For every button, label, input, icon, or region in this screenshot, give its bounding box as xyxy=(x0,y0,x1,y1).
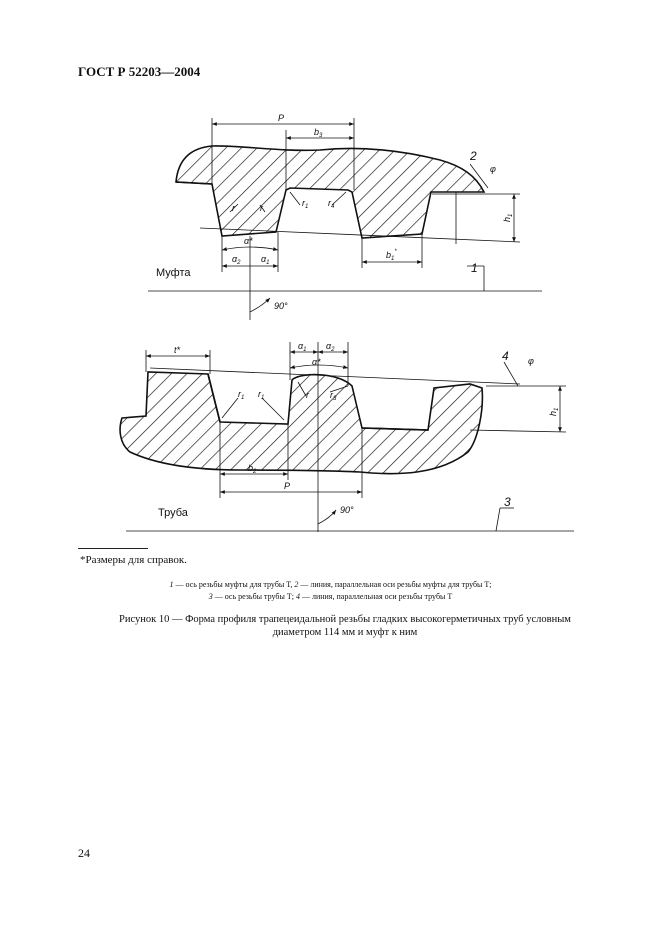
dim-b1-coupling: $b_1^*$ xyxy=(386,249,397,262)
dim-alpha-pipe: α* xyxy=(312,357,321,367)
page-number: 24 xyxy=(78,846,90,860)
dim-phi-coupling: φ xyxy=(490,164,496,174)
legend-line-1: 1 — ось резьбы муфты для трубы Т, 2 — линия, параллельная оси резьбы муфты для трубы Т; xyxy=(169,580,492,589)
callout-3: 3 xyxy=(504,495,511,509)
dim-r-coupling-left: r xyxy=(232,203,235,213)
dim-angle-coupling: 90° xyxy=(274,301,288,311)
caption-line-1: Рисунок 10 — Форма профиля трапецеидальной резьбы гладких высокогерметичных труб условным xyxy=(119,614,571,625)
dim-r1-coupling: $r_1$ xyxy=(302,198,309,210)
caption-line-2: диаметром 114 мм и муфт к ним xyxy=(272,627,418,638)
footnote-rule xyxy=(78,548,148,549)
coupling-section xyxy=(176,146,484,238)
dim-phi-pipe: φ xyxy=(528,356,534,366)
dim-b3-coupling: $b_3$ xyxy=(314,127,323,139)
dim-h1-coupling: $h_1$ xyxy=(502,213,514,222)
dim-r-coupling-right: r xyxy=(260,203,263,213)
dim-P-pipe: P xyxy=(284,481,291,491)
dim-b2-pipe: $b_2$ xyxy=(248,463,257,475)
figure-caption xyxy=(90,613,600,639)
dim-r3-pipe: $r_3$ xyxy=(330,390,337,402)
dim-h1-pipe: $h_1$ xyxy=(548,407,560,416)
dim-alpha-coupling: α* xyxy=(244,236,253,246)
dim-r1-pipe-left: $r_1$ xyxy=(238,389,245,401)
legend-line-2: 3 — ось резьбы трубы Т; 4 — линия, параллельная оси резьбы трубы Т xyxy=(208,592,453,601)
dim-alpha1-pipe: $\alpha_1$ xyxy=(298,341,307,353)
coupling-label: Муфта xyxy=(156,267,191,279)
dim-P-coupling: P xyxy=(278,113,285,123)
footnote: *Размеры для справок. xyxy=(80,554,187,566)
document-header: ГОСТ Р 52203—2004 xyxy=(78,64,201,79)
dim-t-pipe: t* xyxy=(174,345,181,355)
dim-alpha2-coupling: $\alpha_2$ xyxy=(232,254,241,266)
coupling-body xyxy=(176,146,484,238)
dim-r4-coupling: $r_4$ xyxy=(328,198,335,210)
dim-r-pipe: r xyxy=(306,390,309,400)
callout-1: 1 xyxy=(471,261,478,275)
dim-alpha2-pipe: $\alpha_2$ xyxy=(326,341,335,353)
pipe-label: Труба xyxy=(158,507,188,519)
dim-alpha1-coupling: $\alpha_1$ xyxy=(261,254,270,266)
callout-4: 4 xyxy=(502,349,509,363)
callout-2: 2 xyxy=(470,149,477,163)
dim-angle-pipe: 90° xyxy=(340,505,354,515)
dim-r1-pipe-right: $r_1$ xyxy=(258,389,265,401)
